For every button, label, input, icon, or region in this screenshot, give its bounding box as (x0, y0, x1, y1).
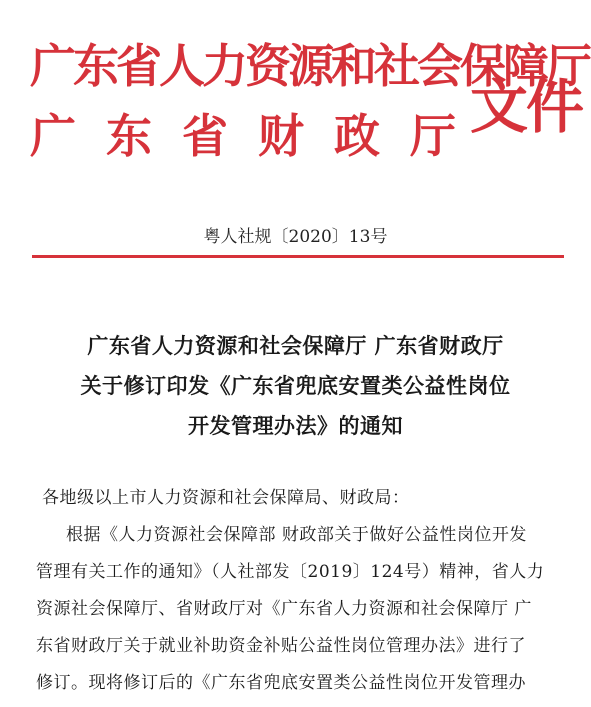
body-line-1: 根据《人力资源社会保障部 财政部关于做好公益性岗位开发 (66, 525, 527, 545)
issuer-hrss-department: 广东省人力资源和社会保障厅 (30, 39, 589, 93)
body-line-5: 修订。现将修订后的《广东省兜底安置类公益性岗位开发管理办 (36, 673, 526, 693)
addressee: 各地级以上市人力资源和社会保障局、财政局： (42, 488, 410, 508)
title-line-1: 广东省人力资源和社会保障厅 广东省财政厅 (87, 333, 504, 358)
body-line-2: 管理有关工作的通知》（人社部发〔2019〕124号）精神，省人力 (36, 562, 545, 582)
document-number: 粤人社规〔2020〕13号 (203, 227, 388, 247)
body-line-3: 资源社会保障厅、省财政厅对《广东省人力资源和社会保障厅 广 (36, 599, 532, 619)
red-divider-line (32, 255, 564, 258)
body-line-4: 东省财政厅关于就业补助资金补贴公益性岗位管理办法》进行了 (36, 636, 526, 656)
title-line-3: 开发管理办法》的通知 (188, 413, 403, 438)
document-type-label: 文件 (470, 73, 583, 141)
title-line-2: 关于修订印发《广东省兜底安置类公益性岗位 (80, 373, 511, 398)
issuer-finance-department: 广东省财政厅 (30, 109, 486, 163)
